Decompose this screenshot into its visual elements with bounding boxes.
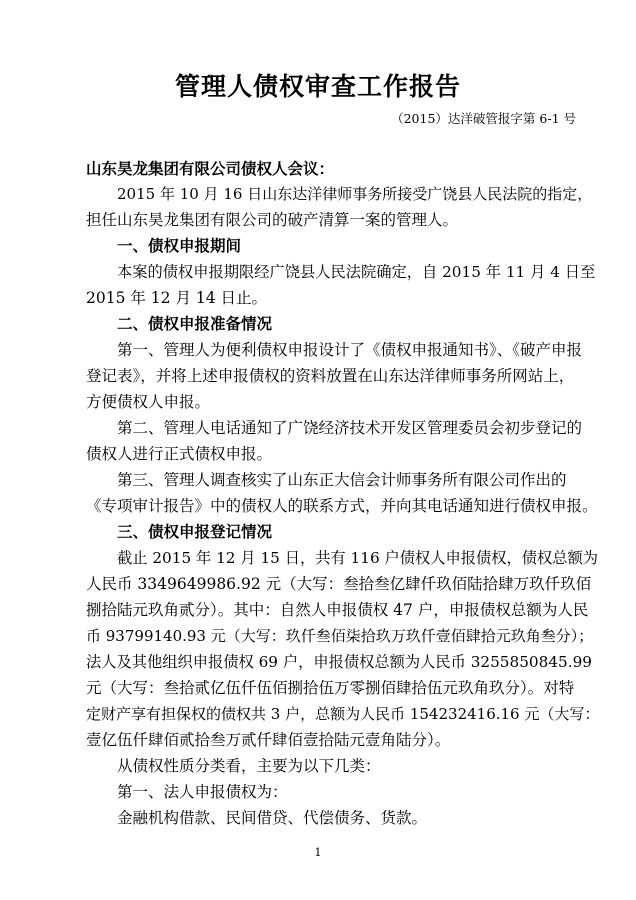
body-line: 定财产享有担保权的债权共 3 户，总额为人民币 154232416.16 元（大写：	[86, 705, 600, 723]
section-heading-2: 二、债权申报准备情况	[117, 315, 273, 333]
body-line: 第一、管理人为便利债权申报设计了《债权申报通知书》、《破产申报	[117, 341, 583, 359]
body-line: 第二、管理人电话通知了广饶经济技术开发区管理委员会初步登记的	[117, 419, 583, 437]
body-line: 从债权性质分类看，主要为以下几类：	[117, 757, 381, 775]
body-line: 捌拾陆元玖角贰分）。其中：自然人申报债权 47 户，申报债权总额为人民	[86, 601, 589, 619]
body-line: 《专项审计报告》中的债权人的联系方式，并向其电话通知进行债权申报。	[86, 497, 598, 515]
body-line: 壹亿伍仟肆佰贰拾叁万贰仟肆佰壹拾陆元壹角陆分）。	[86, 731, 451, 749]
body-line: 担任山东昊龙集团有限公司的破产清算一案的管理人。	[86, 211, 459, 229]
body-line: 本案的债权申报期限经广饶县人民法院确定，自 2015 年 11 月 4 日至	[117, 263, 596, 281]
body-line: 第三、管理人调查核实了山东正大信会计师事务所有限公司作出的	[117, 471, 567, 489]
page-number: 1	[314, 846, 322, 859]
body-line: 币 93799140.93 元（大写：玖仟叁佰柒拾玖万玖仟壹佰肆拾元玖角叁分）；	[86, 627, 594, 645]
body-line: 方便债权人申报。	[86, 393, 211, 411]
section-heading-1: 一、债权申报期间	[117, 237, 242, 255]
body-line: 人民币 3349649986.92 元（大写：叁拾叁亿肆仟玖佰陆拾肆万玖仟玖佰	[86, 575, 592, 593]
body-line: 法人及其他组织申报债权 69 户，申报债权总额为人民币 3255850845.99	[86, 653, 592, 671]
body-line: 2015 年 10 月 16 日山东达洋律师事务所接受广饶县人民法院的指定，	[117, 185, 593, 203]
body-line: 登记表》，并将上述申报债权的资料放置在山东达洋律师事务所网站上，	[86, 367, 575, 385]
body-line: 第一、法人申报债权为：	[117, 783, 288, 801]
report-title: 管理人债权审查工作报告	[174, 72, 461, 101]
addressee: 山东昊龙集团有限公司债权人会议：	[86, 160, 335, 178]
body-line: 截止 2015 年 12 月 15 日，共有 116 户债权人申报债权，债权总额为	[117, 549, 599, 567]
document-number: （2015）达洋破管报字第 6-1 号	[391, 111, 576, 126]
body-line: 金融机构借款、民间借贷、代偿债务、货款。	[117, 809, 428, 827]
body-line: 2015 年 12 月 14 日止。	[86, 289, 268, 307]
body-line: 债权人进行正式债权申报。	[86, 445, 273, 463]
section-heading-3: 三、债权申报登记情况	[117, 523, 273, 541]
body-line: 元（大写：叁拾贰亿伍仟伍佰捌拾伍万零捌佰肆拾伍元玖角玖分）。对特	[86, 679, 575, 697]
